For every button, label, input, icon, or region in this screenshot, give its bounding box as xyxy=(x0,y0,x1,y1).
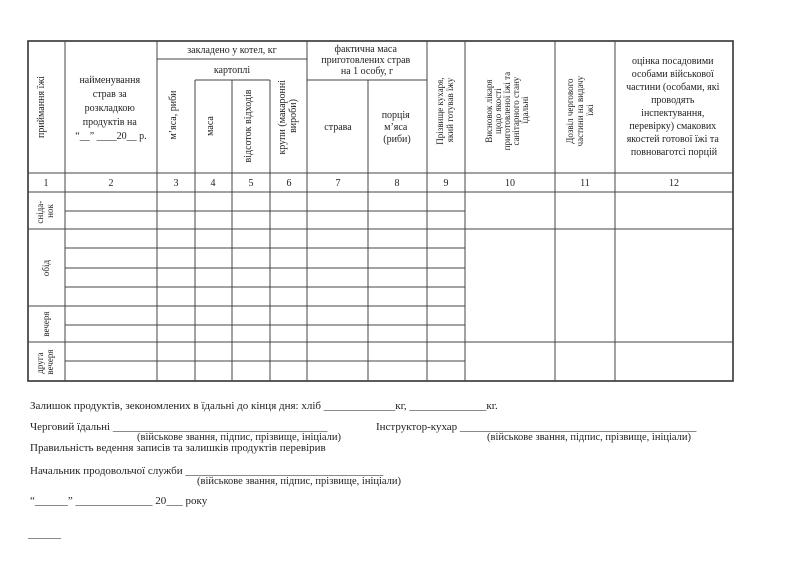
date-line: “______” ______________ 20___ року xyxy=(30,495,208,507)
column-number: 5 xyxy=(248,178,254,189)
header-put-in-pot: закладено у котел, кг xyxy=(187,45,277,56)
header-doctor: Висновок лікаря щодо якості приготовленої їжі та санітарного стану їдальні xyxy=(484,71,530,151)
duty-officer-line: Черговий їдальні _______________________________________ xyxy=(30,421,328,433)
header-waste: відсоток відходів xyxy=(243,89,254,163)
duty-officer-caption: (військове звання, підпис, прізвище, ініціали) xyxy=(137,432,342,443)
header-meat-fish: м’яса, риби xyxy=(168,90,179,140)
bottom-line: ______ xyxy=(28,528,61,540)
column-number: 10 xyxy=(505,178,515,189)
header-portion: порція м’яса (риби) xyxy=(381,110,411,145)
header-assessment: оцінка посадовими особами військової частини (особами, які проводять інспектування, перевірку) смакових якостей готової їжі та повноваготсі порцій xyxy=(626,56,720,158)
chief-line: Начальник продовольчої служби ____________________________________ xyxy=(30,465,384,477)
instructor-caption: (військове звання, підпис, прізвище, ініціали) xyxy=(487,432,692,443)
header-dish-name: найменування страв за розкладкою продуктів на “__” ____20__ р. xyxy=(75,75,147,142)
correctness-line: Правильність ведення записів та залишків продуктів перевірив xyxy=(30,442,326,454)
column-number: 3 xyxy=(173,178,179,189)
header-groats: крупи (макаронні вироби) xyxy=(277,79,299,155)
header-date: приймання їжі xyxy=(36,75,47,139)
column-number: 1 xyxy=(43,178,49,189)
column-number: 7 xyxy=(335,178,341,189)
meal-breakfast: сніда- нок xyxy=(35,200,55,224)
column-number: 12 xyxy=(669,178,679,189)
header-mass: маса xyxy=(205,116,216,136)
column-number: 11 xyxy=(580,178,590,189)
leftover-line: Залишок продуктів, зекономлених в їдальні до кінця дня: хліб _____________кг, ______________кг. xyxy=(30,400,498,412)
column-number: 6 xyxy=(286,178,292,189)
meal-second-dinner: друга вечеря xyxy=(35,349,55,375)
meal-lunch: обід xyxy=(41,259,51,277)
column-number: 4 xyxy=(210,178,216,189)
meal-dinner: вечеря xyxy=(41,311,51,337)
column-number: 9 xyxy=(443,178,449,189)
column-number: 2 xyxy=(108,178,114,189)
instructor-line: Інструктор-кухар ___________________________________________ xyxy=(376,421,697,433)
header-dish: страва xyxy=(324,122,352,133)
header-potatoes: картоплі xyxy=(213,65,251,76)
header-permission: Дозвіл чергового частини на видачу їжі xyxy=(565,75,595,147)
chief-caption: (військове звання, підпис, прізвище, ініціали) xyxy=(197,476,402,487)
column-number: 8 xyxy=(394,178,400,189)
header-cook: Прізвище кухаря, який готував їжу xyxy=(435,77,455,145)
header-actual-mass: фактична маса приготовлених страв на 1 особу, г xyxy=(321,44,411,77)
